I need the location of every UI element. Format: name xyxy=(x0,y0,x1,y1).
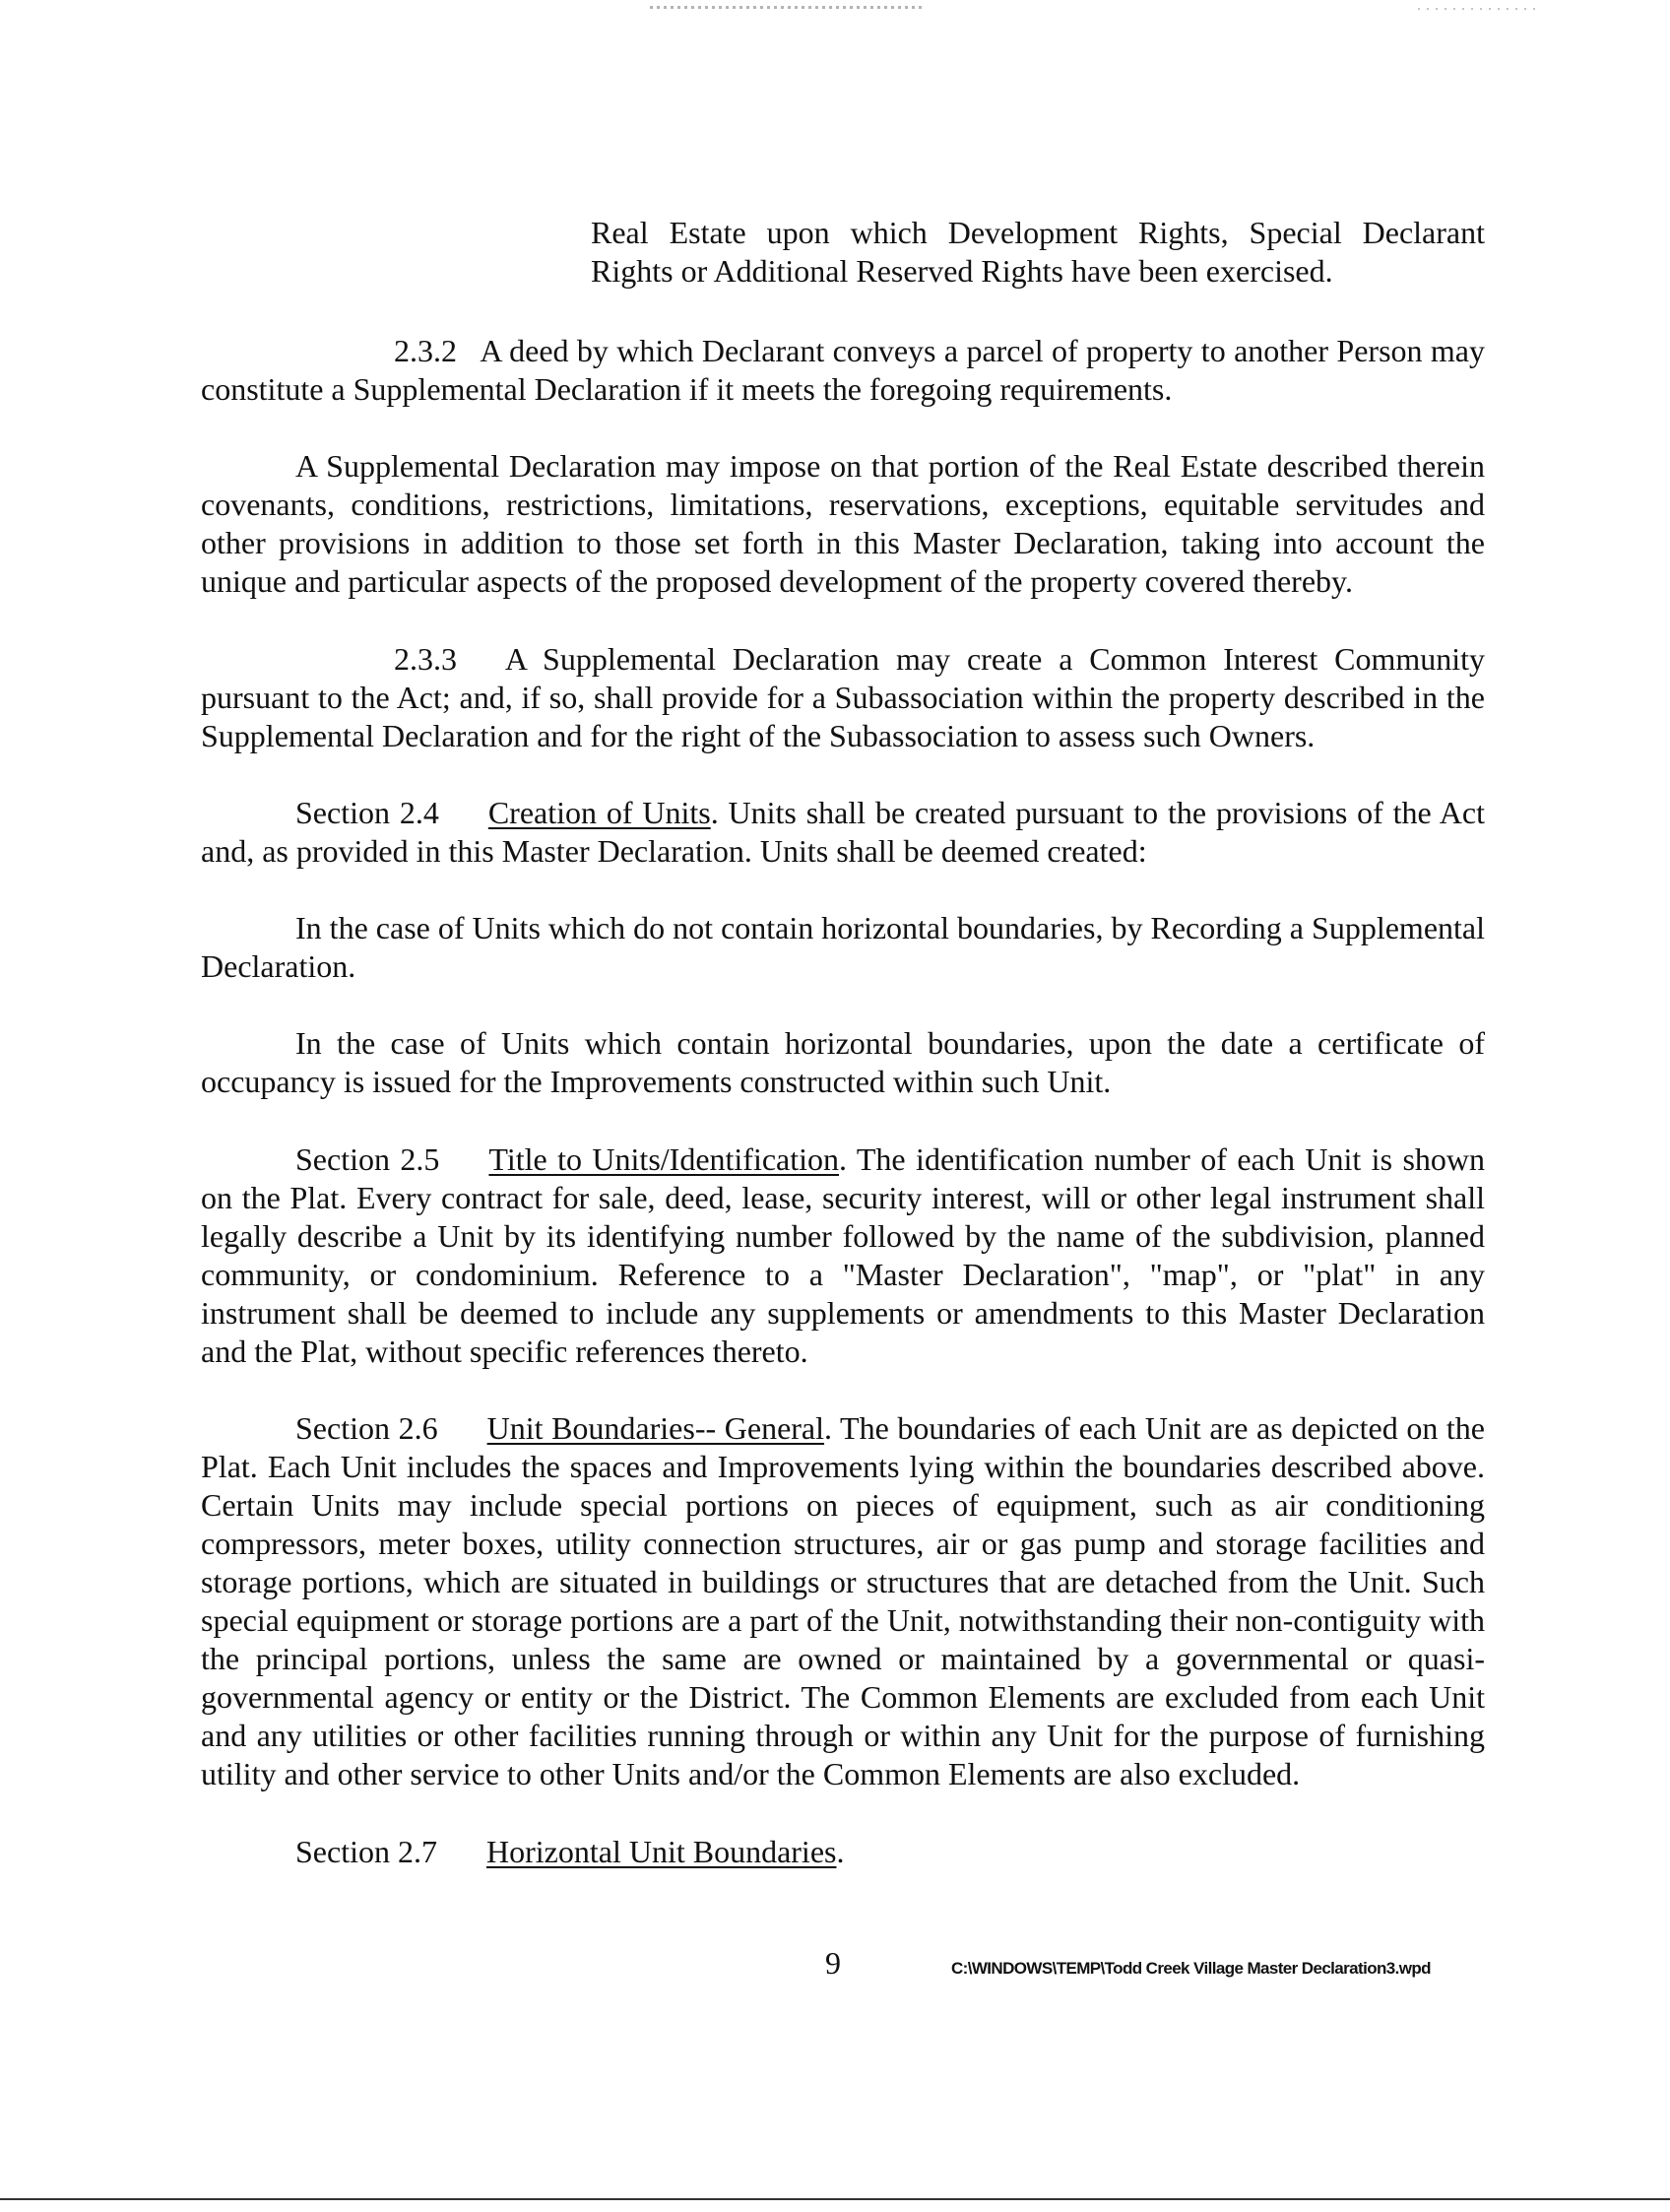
paragraph-2-3-2: 2.3.2 A deed by which Declarant conveys a parcel of property to another Person may constitute a Supplemental Declaration if it meets the foregoing requirements. xyxy=(201,333,1493,407)
paragraph-horizontal-boundaries: In the case of Units which contain horizontal boundaries, upon the date a certificate of occupancy is issued for the Improvements constructed within such Unit. xyxy=(201,1025,1485,1099)
section-number: Section 2.6 xyxy=(295,1410,438,1446)
section-2-5 xyxy=(201,1140,1485,1371)
section-body: . The boundaries of each Unit are as depicted on the Plat. Each Unit includes the spaces and Improvements lying within the boundaries described above. Certain Units may include special portions on pieces of equipment, such as air conditioning compressors, meter boxes, utility connection structures, air or gas pump and storage facilities and storage portions, which are situated in buildings or structures that are detached from the Unit. Such special equipment or storage portions are a part of the Unit, notwithstanding their non-contiguity with the principal portions, unless the same are owned or maintained by a governmental or quasi-governmental agency or entity or the District. The Common Elements are excluded from each Unit and any utilities or other facilities running through or within any Unit for the purpose of furnishing utility and other service to other Units and/or the Common Elements are also excluded. xyxy=(201,1410,1486,1791)
paragraph-2-3-3: 2.3.3 A Supplemental Declaration may create a Common Interest Community pursuant to the Act; and, if so, shall provide for a Subassociation within the property described in the Supplemental Declaration and for the right of the Subassociation to assess such Owners. xyxy=(201,641,1493,753)
section-title: Unit Boundaries-- General xyxy=(486,1410,825,1446)
section-number: Section 2.7 xyxy=(295,1834,437,1869)
section-title: Horizontal Unit Boundaries xyxy=(485,1834,837,1869)
section-body: . xyxy=(836,1834,845,1869)
paragraph-no-horizontal-boundaries: In the case of Units which do not contain horizontal boundaries, by Recording a Supplemental Declaration. xyxy=(201,910,1485,984)
section-number: Section 2.5 xyxy=(295,1141,440,1177)
scan-artifact xyxy=(1418,8,1536,10)
section-2-4 xyxy=(201,794,1485,871)
section-2-7 xyxy=(201,1833,1485,1871)
section-title: Title to Units/Identification xyxy=(488,1141,840,1177)
section-2-6 xyxy=(201,1409,1485,1793)
file-path: C:\WINDOWS\TEMP\Todd Creek Village Master Declaration3.wpd xyxy=(951,1959,1431,1978)
page-number: 9 xyxy=(825,1945,841,1981)
paragraph-supplemental-declaration: A Supplemental Declaration may impose on that portion of the Real Estate described therein covenants, conditions, restrictions, limitations, reservations, exceptions, equitable servitudes and other provisions in addition to those set forth in this Master Declaration, taking into account the unique and particular aspects of the proposed development of the property covered thereby. xyxy=(201,448,1485,599)
section-body: . The identification number of each Unit is shown on the Plat. Every contract for sale, deed, lease, security interest, will or other legal instrument shall legally describe a Unit by its identifying number followed by the name of the subdivision, planned community, or condominium. Reference to a "Master Declaration", "map", or "plat" in any instrument shall be deemed to include any supplements or amendments to this Master Declaration and the Plat, without specific references thereto. xyxy=(201,1141,1486,1369)
section-number: Section 2.4 xyxy=(295,795,439,830)
scan-artifact xyxy=(650,6,926,9)
bottom-rule xyxy=(0,2198,1670,2200)
section-title: Creation of Units xyxy=(487,795,711,830)
section-body: . Units shall be created pursuant to the provisions of the Act and, as provided in this Master Declaration. Units shall be deemed created: xyxy=(201,795,1486,869)
paragraph-continuation: Real Estate upon which Development Rights, Special Declarant Rights or Additional Reserved Rights have been exercised. xyxy=(591,215,1485,289)
